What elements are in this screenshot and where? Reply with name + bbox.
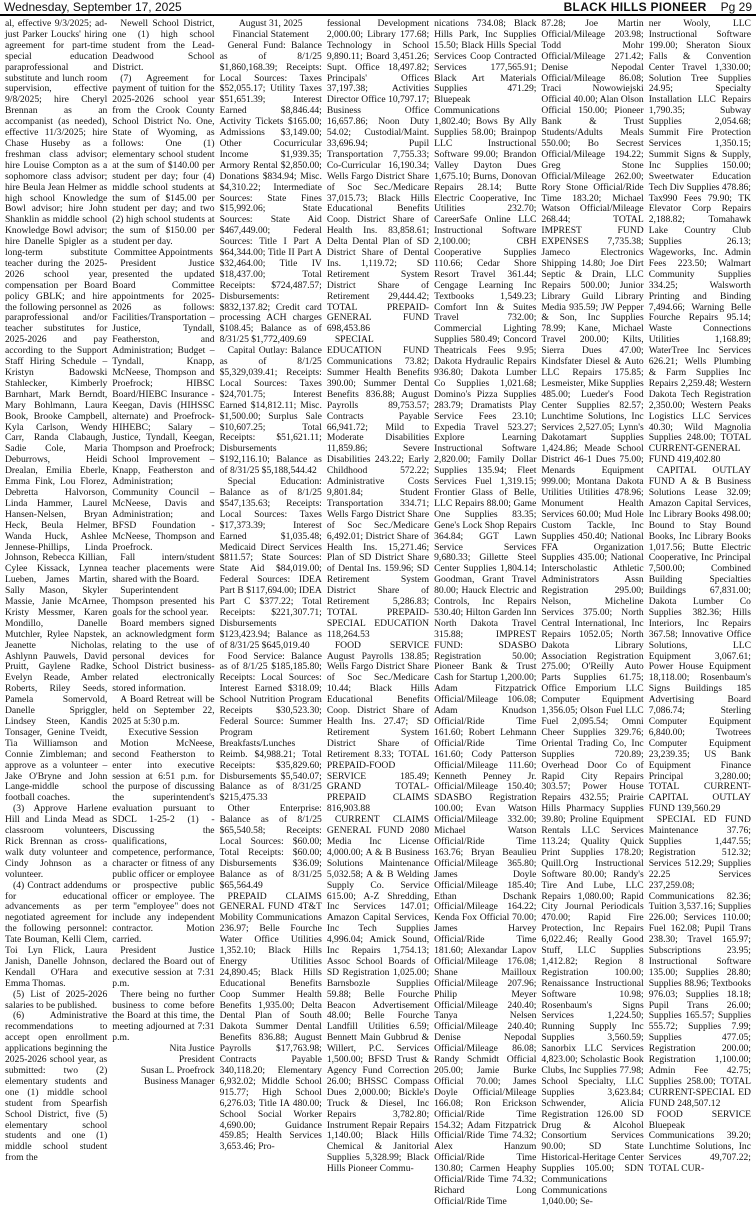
notice-paragraph: A Board Retreat will be held on September 22, 2025 at 5:30 p.m. (112, 694, 215, 727)
notice-paragraph: Food Service: Balance as of 8/1/25 $185,185.80; Receipts: Local Sources: Interest Earned $318.09; School Nutrition Program Receipts $30,523.30; Federal Source: Summer Program Breakfasts/Lunches Reimb. $4,988.21; Total Receipts: $35,829.60; Disbursements $5,540.07; Balance as of 8/31/25 $215,475.33 (219, 650, 322, 804)
publication-name: BLACK HILLS PIONEER (563, 0, 707, 14)
notice-paragraph: Board members signed an acknowledgment form relating to the use of personal devices for School District business-related electronically stored information. (112, 617, 215, 695)
notice-paragraph: Newell School District, one (1) high school student from the Lead-Deadwood School District. (112, 18, 215, 73)
column-3 (219, 18, 322, 1153)
notice-paragraph: Business Manager (143, 1075, 215, 1087)
notice-paragraph: ner Wooly, LLC Instructional Software 199.00; Sheraton Sioux Falls & Convention Center Travel 1,330.00; Solution Tree Supplies 24.95; Specialty Installation LLC Repairs 1,790.35; Subway Supplies 2,054.68; Summit Fire Protection Services 1,350.15; Summit Signs & Supply, Inc Supplies 150.00; Sweetwater Education Tech Div Supplies 478.86; Tax990 Fees 79.90; TK Elevator Corp Repairs 2,188.82; Tomahawk Lake Country Club Supplies 26.13; Wageworks, Inc. Admin Fees 223.50; Walmart Community Supplies 334.25; Walsworth Printing and Binding 7,494.66; Warning Belle Fourche Repairs 95.14; Waste Connections Utilities 1,168.89; WaterTree Inc Services 626.21; Wells Plumbing & Farm Supplies Inc Repairs 2,259.48; Western Dakota Tech Registration 2,350.00; Western Peaks Logistics LLC Services 40.30; Wild Magnolia Supplies 248.00; TOTAL CURRENT-GENERAL FUND 419,402.80 (648, 18, 751, 466)
notice-paragraph: FOOD SERVICE August Payrolls 138.85; Wells Fargo District Share of Soc Sec./Medicare 10.44; Black Hills Educational Benefits Coop. District Share of Health Ins. 27.47; SD Retirement System District Share of Retirement 8.33; TOTAL PREPAID-FOOD SERVICE 185.49; GRAND TOTAL-PREPAID CLAIMS 816,903.88 (326, 639, 430, 815)
notice-paragraph: Special Education: Balance as of 8/1/25 $547,135.63; Receipts: Local Sources: Taxes $17,373.39; Interest Earned $1,035.48; Medicaid Direct Services $811.57; State Sources: State Aid $84,019.00; Federal Sources: IDEA Part B $117,694.00; IDEA Part C $377.22; Total Receipts: $221,307.71; Disbursements $123,423.94; Balance as of 8/31/25 $645,019.40 (219, 476, 322, 651)
notice-paragraph: President Justice declared the Board out of executive session at 7:31 p.m. (112, 945, 215, 989)
page-number: Pg 29 (720, 0, 752, 14)
notice-paragraph: Susan L. Proefrock (140, 1065, 215, 1076)
page-header (0, 0, 756, 16)
notice-paragraph: (6) Administrative recommendations to accept open enrollment applications beginning the 2025-2026 school year, as submitted: two (2) elementary students and one (1) middle school student from Spearfish School District, five (5) elementary school students and one (1) middle school student from the (5, 1010, 108, 1164)
notice-paragraph: nications 734.08; Black Hills Park, Inc Supplies 15.50; Black Hills Special Services Coop Contracted Services 177,565.91; Black Art Materials Supplies 471.29; Bluepeak Communications 1,802.40; Bows By Ally Supplies 58.00; Brainpop LLC Instructional Software 99.00; Brandon Valley Dayton Dues 1,675.10; Burns, Donovan Repairs 28.14; Butte Electric Cooperative, Inc Utilities 232.70; CareerSafe Online LLC Instructional Software 2,100.00; CBH Cooperative Supplies 110.66; Cedar Shore Resort Travel 361.44; Cengage Learning Inc Textbooks 1,549.23; Comfort Inn & Suites Travel 732.00; Commercial Lighting Supplies 580.49; Concord Theatricals Fees 9.95; Dakota Hydraulic Repairs 936.80; Dakota Lumber Co Supplies 1,021.68; Domino's Pizza Supplies 283.79; Dramatists Play Service Fees 23.10; Expedia Travel 523.27; Explore Learning Instructional Software 2,820.00; Family Dollar Supplies 135.94; Fleet Services Fuel 1,319.15; Frontier Glass of Belle, LLC Repairs 88.00; Game One Supplies 83.35; Gene's Lock Shop Repairs 364.84; GGT Lawn Service Services 9,680.33; Gillette Steel Center Supplies 1,804.14; Goodman, Grant Travel 80.00; Hauck Electric and Controls, Inc Repairs 530.40; Hilton Garden Inn North Dakota Travel 315.88; IMPREST FUND: SDASBO Registration 50.00; Pioneer Bank & Trust Cash for Startup 1,200.00; Adam Fitzpatrick Official/Mileage 106.08; Adam Knudson Official/Ride Time 161.60; Robert Lehmann Official/Ride Time 161.60; Cody Patterson Official/Mileage 111.60; Kenneth Penney Jr. Official/Mileage 150.40; SDASBO Registration 100.00; Evan Watson Official/Mileage 332.00; Michael Watson Official/Ride Time 163.76; Bryan Beaulieu Official/Mileage 365.80; James Doyle Official/Mileage 185.40; Ethan Dschank Official/Mileage 164.22; Kenda Fox Official 70.00; James Harvey Official/Ride Time 181.60; Alexandar Lapov Official/Mileage 176.08; Shane Mailloux Official/Mileage 207.96; Philip Meyer Official/Mileage 240.40; Tanya Nelsen Official/Mileage 240.40; Denise Nepodal Official/Mileage 86.08; Randy Schmidt Official 205.00; Jamie Burke Official 70.00; James Doyle Official/Mileage 166.08; Ron Erickson Official/Ride Time 154.32; Adam Fitzpatrick Official/Ride Time 74.32; Alex Hanzum Official/Ride Time 130.80; Carmen Heaphy Official/Ride Time 74.32; Richard Long Official/Ride Time (434, 18, 537, 1207)
notice-paragraph: (7) Agreement for payment of tuition for the 2025-2026 school year from the Crook County School District No. One, State of Wyoming, as follows: One (1) elementary school student at the sum of $140.00 per student per day; four (4) middle school students at the sum of $145.00 per student per day; and two (2) high school students at the sum of $150.00 per student per day. (112, 72, 215, 248)
column-6 (541, 18, 644, 1207)
notice-paragraph: al, effective 9/3/2025; ad-just Parker Loucks' hiring agreement for part-time special education paraprofessional and substitute and lunch room supervision, effective 9/8/2025; hire Cheryl Brennan as an accompanist (as needed), effective 11/3/2025; hire Chase Huseby as a freshman class advisor; hire Louise Compton as a sophomore class advisor; hire Beula Jean Helmer as high school Knowledge Bowl advisor; hire John Shanklin as middle school Knowledge Bowl advisor; hire Danelle Spigler as a long-term substitute teacher during the 2025-2026 school year, compensation per Board policy GBLK; and hire the following personnel as paraprofessional and/or teacher substitutes for 2025-2026 and pay according to the Support Staff Hiring Schedule – Kristyn Badowski Stahlecker, Kimberly Barnhart, Mark Berndt, Mary Bohlmann, Laura Book, Brooke Campbell, Kyla Carlson, Wendy Carr, Randa Clabaugh, Sadie Cole, Maria Deburrows, Heidi Drealan, Emilia Eberle, Emma Fink, Lou Florez, Debretta Halvorson, Linda Hammer, Laurel Hansen-Nelsen, Bryan Heck, Beula Helmer, Wanda Huck, Ashlee Jennese-Phillips, Linda Johnson, Rebecca Killian, Cylee Kissack, Lynnea Lueben, James Martin, Sally Mason, Skyler Massie, Janie McArnee, Kristy Messmer, Karen Mondillo, Danelle Mutchler, Rylee Napstek, Jeanette Nicholas, Ashlynn Pauwels, David Pruitt, Gaylene Radke, Evelyn Reade, Amber Roberts, Riley Seeds, Pamela Somervold, Danelle Spriggler, Lindsey Steen, Kandis Tonsager, Genine Tveidt, Tia Williamson and Connie Zimbleman; and approve as a volunteer – Jake O'Bryne and John Lange-middle school football coaches. (5, 18, 108, 804)
notice-paragraph: Capital Outlay: Balance as of 8/1/25 $5,329,039.41; Receipts: Local Sources: Taxes $24,701.75; Interest Earned $14,812.11; Misc. $1,500.00; Surplus Sale $10,607.25; Total Receipts: $51,621.11; Disbursements $192,116.10; Balance as of 8/31/25 $5,188,544.42 (219, 345, 322, 477)
notice-paragraph: (5) List of 2025-2026 salaries to be published. (5, 988, 108, 1011)
notice-paragraph: CAPITAL OUTLAY FUND A & B Business Solutions Lease 32.09; Amazon Capital Services, Inc Library Books 498.00; Bound to Stay Bound Books, Inc Library Books 1,017.56; Butte Electric Cooperative, Inc Principal 7,500.00; Combined Building Specialties Buildings 67,831.00; Dakota Lumber Co Supplies 382.36; Hills Interiors, Inc Repairs 367.58; Innovative Office Solutions, LLC Equipment 3,067.61; Power House Equipment 18,118.00; Rosenbaum's Signs Buildings 185 Advertising Board 7,086.74; Sterling Computer Equipment 6,840.00; Twotrees Computer Equipment 23,239.35; US Bank Equipment Finance Principal 3,280.00; TOTAL CURRENT-CAPITAL OUTLAY FUND 139,560.29 (648, 465, 751, 815)
notice-paragraph: SPECIAL ED FUND Maintenance 37.76; Supplies 1,447.55; Registration 512.32; Services 512.29; Supplies 22.25 Services 237,259.08; Communications 82.36; Tuition 3,537.16; Supplies 226.00; Services 110.00; Fuel 162.08; Pupil Trans 238.30; Travel 165.97; Subscriptions 23.95; Instructional Software 135.00; Supplies 28.80; Supplies 88.96; Textbooks 976.03; Supplies 18.18; Pupil Trans 26.00; Supplies 165.57; Supplies 555.72; Supplies 7.99; Supplies 477.05; Registration 200.00; Registration 1,100.00; Admin Fee 42.75; Supplies 258.00; TOTAL CURRENT-SPECIAL ED FUND 248,507.12 (648, 814, 751, 1109)
notice-paragraph: Financial Statement (232, 28, 309, 40)
header-right (564, 0, 752, 14)
notice-paragraph: PREPAID CLAIMS GENERAL FUND 4T&T Mobility Communications 236.97; Belle Fourche Water Office Utilities 1,352.10; Black Hills Energy Utilities 24,890.45; Black Hills Educational Benefits Coop Summer Health Benefits 1,935.00; Delta Dental Plan of South Dakota Summer Dental Benefits 836.88; August Payrolls $17,763.98; Contracts Payable 340,118.20; Elementary 6,932.02; Middle School 915.77; High School 6,276.03; Title IA 480.00; School Social Worker 4,690.00; Guidance 459.85; Health Services 3,653.46; Pro- (219, 890, 322, 1153)
notice-paragraph: President (178, 1054, 215, 1066)
notice-paragraph: (4) Contract addendums for educational advancements as per negotiated agreement for the following personnel: Tate Bouman, Kelli Clem, Toi Lyn Flick, Laura Janish, Danelle Johnson, Kendall O'Hara and Emma Thomas. (5, 879, 108, 989)
notice-paragraph: CURRENT CLAIMS GENERAL FUND 2080 Media Inc License 4,000.00; A & B Business Solutions Maintenance 5,032.58; A & B Welding Supply Co. Service 615.00; A-Z Shredding, Inc Services 147.01; Amazon Capital Services, Inc Tech Supplies 4,996.04; Amick Sound, Inc Repairs 1,754.13; Assoc School Boards of SD Registration 1,025.00; Barnsbozle Supplies 59.88; Belle Fourche Beacon Advertisement 48.00; Belle Fourche Landfill Utilities 6.59; Bennett Main Gubbrud & Willert, P.C. Services 1,500.00; BFSD Trust & Agency Fund Correction 26.00; BHSSC Compass Dues 2,000.00; Bickle's Truck & Diesel, Inc Repairs 3,782.80; Instrument Repair Repairs 1,140.00; Black Hills Chemical & Janitorial Supplies 5,328.99; Black Hills Pioneer Commu- (326, 814, 430, 1175)
issue-date: Wednesday, September 17, 2025 (4, 0, 182, 14)
notice-paragraph: Committee Appointments (113, 247, 213, 259)
notice-paragraph: 87.28; Joe Martin Official/Mileage 203.98; Todd Mohr Official/Mileage 271.42; Denise Nepodal Official/Mileage 86.08; Traci Nowowiejski Official 40.00; Alan Olson Official 150.00; Pioneer Bank & Trust Students/Adults Meals 550.00; Bo Secrest Official/Mileage 194.22; Greg Stone Official/Mileage 262.00; Rory Stone Official/Ride Time 183.20; Michael Watson Official/Mileage 268.44; TOTAL IMPREST FUND EXPENSES 7,735.38; Jameco Electronics Shipping 14.80; Joe Dirt Septic & Drain, LLC Repairs 500.00; Junior Library Guild Library Media 935.59; JW Pepper & Son, Inc Supplies 78.99; Kane, Michael Travel 200.00; Kilts, Sierra Dues 47.00; Kindsfater Diesel & Auto LLC Repairs 175.85; Lesmeister, Mike Supplies 485.00; Lueder's Food Center Supplies 82.57; Lunchtime Solutions, Inc Services 2,527.05; Lynn's Dakotamart Supplies 1,424.86; Meade School District 46-1 Dues 75.00; Menards Equipment 999.00; Montana Dakota Utilities Utilities 478.96; Monument Health Services 60.00; Mud Hole Custom Tackle, Inc Supplies 450.40; National FFA Organization Supplies 435.00; National Interscholastic Athletic Administrators Assn Registration 295.00; Nelson, Micheline Services 375.00; North Central International, Inc Repairs 1052.05; North Dakota Library Association Registration 275.00; O'Reilly Auto Parts Supplies 61.75; Office Emporium LLC Computer Equipment 1,356.05; Olson Fuel LLC Fuel 2,095.54; Omni Cheer Supplies 329.76; Oriental Trading Co, Inc Supplies 720.89; Overhead Door Co of Rapid City Repairs 303.57; Power House Repairs 432.55; Prairie Hills Pharmacy Supplies 39.80; Proline Equipment Rentals LLC Services 113.24; Quality Quick Print Supplies 178.20; Quill.Org Instructional Software 80.00; Randy's Tire And Lube, LLC Repairs 1,080.00; Rapid City Journal Periodicals 470.00; Rapid Fire Protection, Inc Repairs 6,022.46; Really Good Stuff, LLC Supplies 1,412.82; Region 8 Registration 100.00; Renaissance Instructional Software 10.98; Rosenbaum's Signs Services 1,224.50; Running Supply Inc Supplies 3,560.59; Sanorbix LLC Services 4,823.00; Scholastic Book Clubs, Inc Supplies 77.98; School Specialty, LLC Supplies 3,623.84; Schwender, Alicia Registration 126.00 SD Drug & Alcohol Consortium Services 90.00; SD State Historical-Heritage Center Supplies 105.00; SDN Communications Communications 1,040.00; Se- (541, 18, 644, 1207)
notice-paragraph: Nita Justice (169, 1043, 215, 1055)
notice-paragraph: fessional Development 2,000.00; Library 177.68; Technology in School 9,890.11; Board 3,451.26; Supt. Office 18,497.82; Principals' Offices 37,197.38; Activities Director Office 10,797.17; Business Office 16,657.86; Noon Duty 54.02; Custodial/Maint. 33,696.94; Pupil Transportation 7,755.33; Co-Curricular 16,190.34; Wells Fargo District Share of Soc Sec./Medicare 37,015.73; Black Hills Educational Benefits Coop. District Share of Health Ins. 83,858.61; Delta Dental Plan of SD District Share of Dental Ins. 1,119.72; SD Retirement System District Share of Retirement 29,444.42; TOTAL PREPAID-GENERAL FUND 698,453.86 (326, 18, 430, 335)
notice-paragraph: (3) Approve Harlene Hill and Linda Mead as classroom volunteers, Rick Brennan as cross-walk duty volunteer and Cindy Johnson as a volunteer. (5, 803, 108, 880)
notice-paragraph: August 31, 2025 (238, 18, 303, 29)
notice-paragraph: FOOD SERVICE Bluepeak Communications 39.20; Lunchtime Solutions, Inc Services 49,707.22; TOTAL CUR- (648, 1108, 751, 1175)
legal-notice-columns (0, 16, 756, 1207)
notice-paragraph: Other Enterprise: Balance as of 8/1/25 $65,540.58; Receipts: Local Sources: $60.00; Total Receipts: $60.00; Disbursements $36.09; Balance as of 8/31/25 $65,564.49 (219, 803, 322, 891)
notice-paragraph: There being no further business to come before the Board at this time, the meeting adjourned at 7:31 p.m. (112, 988, 215, 1044)
notice-paragraph: President Justice presented the updated Board Committee appointments for 2025-2026 as follows: Facilities/Transportation – Justice, Tyndall, Featherston, and Administration; Budget – Tyndall, Knapp, McNeese, Thompson and Proefrock; HIBSC Board/HIEBC Insurance - Keegan, Davis (HIHSSC alternate) and Proefrock-HIHEBC; Salary – Justice, Tyndall, Keegan, Thompson and Proefrock; School Improvement – Knapp, Featherston and Administration; Community Council – McNeese, Davis and Administration; and BFSD Foundation - McNeese, Thompson and Proefrock. (112, 257, 215, 553)
notice-paragraph: Fall intern/student teacher placements were shared with the Board. (112, 552, 215, 586)
column-4 (326, 18, 430, 1175)
column-2 (112, 18, 215, 1087)
notice-paragraph: SPECIAL EDUCATION FUND Communications 73.82; Summer Health Benefits 390.00; Summer Dental Benefits 836.88; August Payrolls 89,753.57; Contracts Payable 66,941.72; Mild to Moderate Disabilities 11,859.86; Severe Disabilities 243.22; Early Childhood 572.22; Administrative Costs 9,801.84; Student Transportation 334.71; Wells Fargo District Share of Soc Sec./Medicare 6,492.01; District Share of Health Ins. 15,271.46; Plan of SD District Share of Dental Ins. 159.96; SD Retirement System District Share of Retirement 5,286.83; TOTAL PREPAID-SPECIAL EDUCATION 118,264.53 (326, 334, 430, 640)
column-5 (434, 18, 537, 1207)
notice-paragraph: Motion McNeese, second Featherston to enter into executive session at 6:51 p.m. for the purpose of discussing the superintendent's evaluation pursuant to SDCL 1-25-2 (1) - Discussing the qualifications, competence, performance, character or fitness of any public officer or employee or prospective public officer or employee. The term "employee" does not include any independent contractor. Motion carried. (112, 737, 215, 946)
notice-paragraph: Executive Session (128, 726, 199, 738)
column-7 (648, 18, 751, 1175)
notice-paragraph: Superintendent Thompson presented his goals for the school year. (112, 585, 215, 618)
notice-paragraph: General Fund: Balance as of 8/1/25 $1,860,168.39; Receipts: Local Sources: Taxes $52,055.17; Utility Taxes $51,651.39; Interest Earned $8,846.44; Activity Tickets $165.00; Admissions $3,149.00; Other Cocurricular Income $1,939.35; Armory Rental $2,850.00; Donations $834.94; Misc. $4,310.22; Intermediate Sources: State Fines $15,992.06; State Sources: State Aid $467,449.00; Federal Sources: Title I Part A $64,344.00; Title II Part A $32,464.00; Title IV $18,437.00; Total Receipts: $724,487.57; Disbursements: $832,137.82; Credit card processing ACH charges $108.45; Balance as of 8/31/25 $1,772,409.69 (219, 39, 322, 346)
column-1 (5, 18, 108, 1164)
